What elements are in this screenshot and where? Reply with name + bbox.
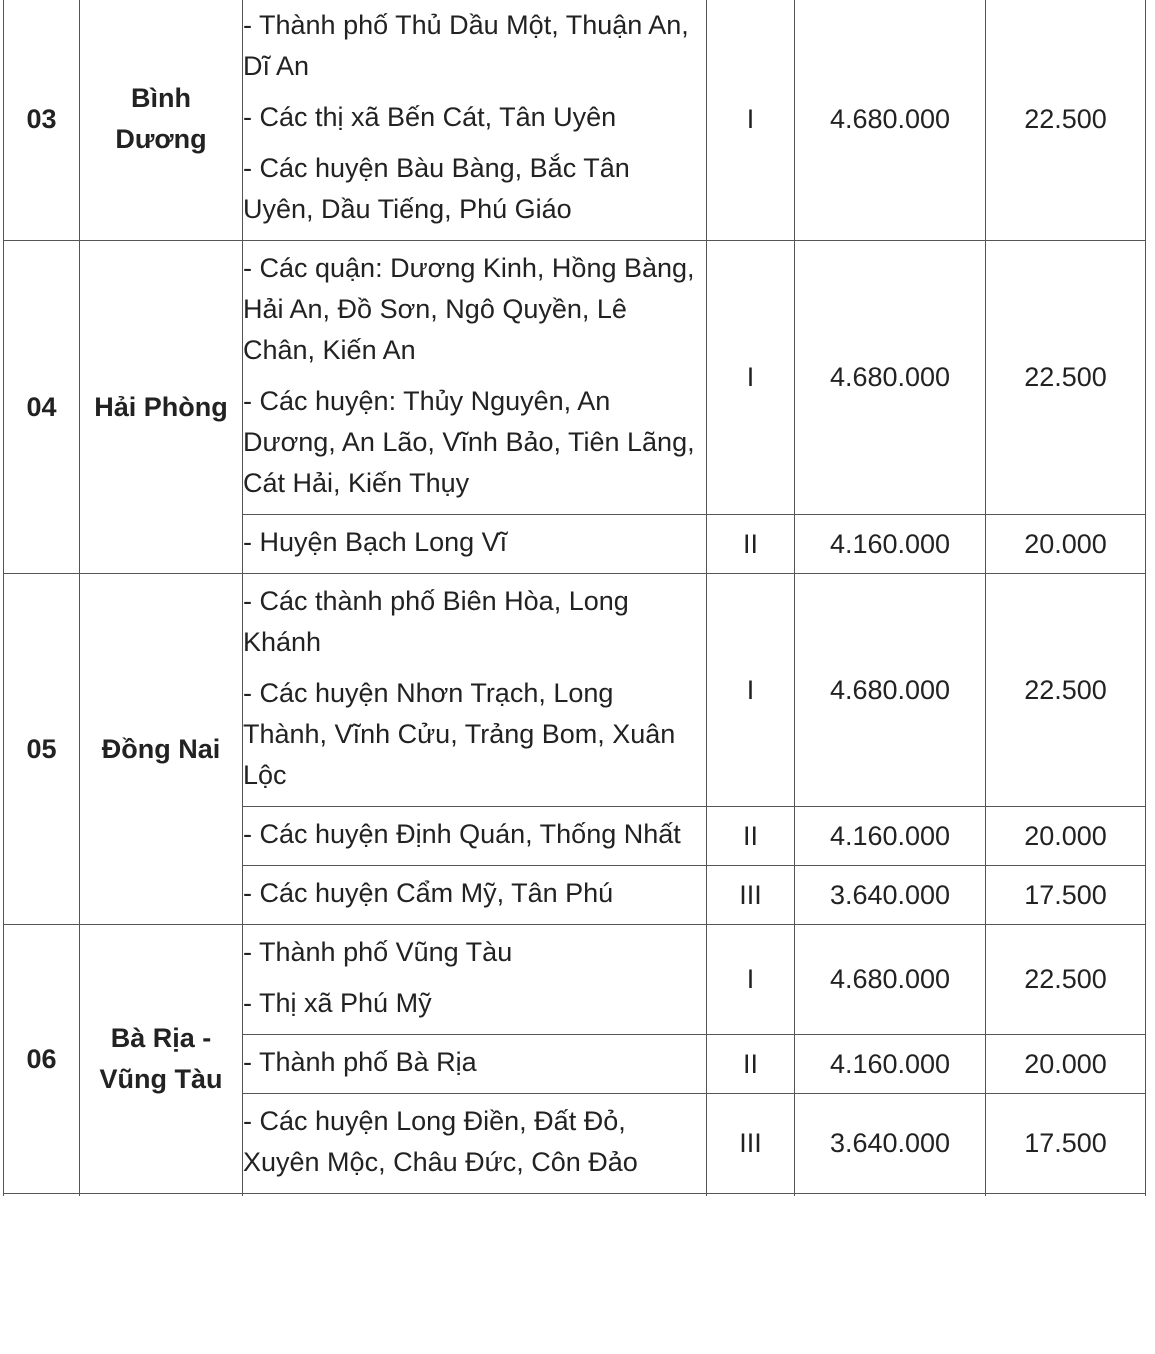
hourly-wage-cell: 17.500 bbox=[986, 1094, 1146, 1194]
hourly-wage-cell: 22.500 bbox=[986, 241, 1146, 515]
region-cell: III bbox=[707, 866, 795, 925]
area-cell bbox=[243, 925, 707, 1035]
area-line: - Các thị xã Bến Cát, Tân Uyên bbox=[243, 102, 617, 132]
hourly-wage-cell: 22.500 bbox=[986, 574, 1146, 807]
stt-cell: 05 bbox=[4, 574, 80, 925]
area-cell bbox=[243, 866, 707, 925]
minimum-wage-table bbox=[3, 0, 1146, 1196]
region-cell: II bbox=[707, 515, 795, 574]
area-line: - Thành phố Thủ Dầu Một, Thuận An, Dĩ An bbox=[243, 10, 689, 81]
area-line: - Các thành phố Biên Hòa, Long Khánh bbox=[243, 586, 629, 657]
region-cell: I bbox=[707, 574, 795, 807]
area-line: - Các quận: Dương Kinh, Hồng Bàng, Hải An, Đồ Sơn, Ngô Quyền, Lê Chân, Kiến An bbox=[243, 253, 695, 365]
region-cell: I bbox=[707, 241, 795, 515]
area-cell bbox=[243, 1035, 707, 1094]
area-line: - Thị xã Phú Mỹ bbox=[243, 988, 432, 1018]
area-line: - Thành phố Bà Rịa bbox=[243, 1047, 477, 1077]
monthly-wage-cell: 3.640.000 bbox=[795, 1094, 986, 1194]
region-cell: I bbox=[707, 0, 795, 241]
area-line: - Thành phố Vũng Tàu bbox=[243, 937, 513, 967]
area-cell bbox=[243, 241, 707, 515]
hourly-wage-cell: 20.000 bbox=[986, 515, 1146, 574]
province-cell: Đồng Nai bbox=[80, 574, 243, 925]
table-row bbox=[4, 241, 1146, 515]
region-cell: III bbox=[707, 1094, 795, 1194]
monthly-wage-cell: 4.160.000 bbox=[795, 515, 986, 574]
stt-cell: 04 bbox=[4, 241, 80, 574]
table-body bbox=[4, 0, 1146, 1196]
monthly-wage-cell: 4.160.000 bbox=[795, 807, 986, 866]
province-cell: Hải Phòng bbox=[80, 241, 243, 574]
province-cell: Bà Rịa - Vũng Tàu bbox=[80, 925, 243, 1194]
area-line: - Các huyện Long Điền, Đất Đỏ, Xuyên Mộc, Châu Đức, Côn Đảo bbox=[243, 1106, 638, 1177]
region-cell: I bbox=[707, 925, 795, 1035]
hourly-wage-cell: 22.500 bbox=[986, 0, 1146, 241]
area-cell bbox=[243, 515, 707, 574]
area-line: - Các huyện Cẩm Mỹ, Tân Phú bbox=[243, 878, 614, 908]
monthly-wage-cell: 4.160.000 bbox=[795, 1035, 986, 1094]
table-row bbox=[4, 0, 1146, 241]
area-cell bbox=[243, 1094, 707, 1194]
stt-cell: 06 bbox=[4, 925, 80, 1194]
region-cell: II bbox=[707, 1035, 795, 1094]
monthly-wage-cell: 4.680.000 bbox=[795, 0, 986, 241]
area-line: - Các huyện Định Quán, Thống Nhất bbox=[243, 819, 681, 849]
stt-cell: 03 bbox=[4, 0, 80, 241]
area-line: - Các huyện Bàu Bàng, Bắc Tân Uyên, Dầu Tiếng, Phú Giáo bbox=[243, 153, 630, 224]
region-cell: II bbox=[707, 807, 795, 866]
area-cell bbox=[243, 574, 707, 807]
monthly-wage-cell: 3.640.000 bbox=[795, 866, 986, 925]
monthly-wage-cell: 4.680.000 bbox=[795, 241, 986, 515]
table-row bbox=[4, 574, 1146, 807]
monthly-wage-cell: 4.680.000 bbox=[795, 574, 986, 807]
table-row bbox=[4, 925, 1146, 1035]
hourly-wage-cell: 17.500 bbox=[986, 866, 1146, 925]
monthly-wage-cell: 4.680.000 bbox=[795, 925, 986, 1035]
table-row-bottom-edge bbox=[4, 1194, 1146, 1197]
province-cell: Bình Dương bbox=[80, 0, 243, 241]
hourly-wage-cell: 20.000 bbox=[986, 807, 1146, 866]
area-cell bbox=[243, 0, 707, 241]
area-line: - Huyện Bạch Long Vĩ bbox=[243, 527, 508, 557]
area-line: - Các huyện Nhơn Trạch, Long Thành, Vĩnh Cửu, Trảng Bom, Xuân Lộc bbox=[243, 678, 676, 790]
area-cell bbox=[243, 807, 707, 866]
area-line: - Các huyện: Thủy Nguyên, An Dương, An Lão, Vĩnh Bảo, Tiên Lãng, Cát Hải, Kiến Thụy bbox=[243, 386, 695, 498]
hourly-wage-cell: 20.000 bbox=[986, 1035, 1146, 1094]
hourly-wage-cell: 22.500 bbox=[986, 925, 1146, 1035]
